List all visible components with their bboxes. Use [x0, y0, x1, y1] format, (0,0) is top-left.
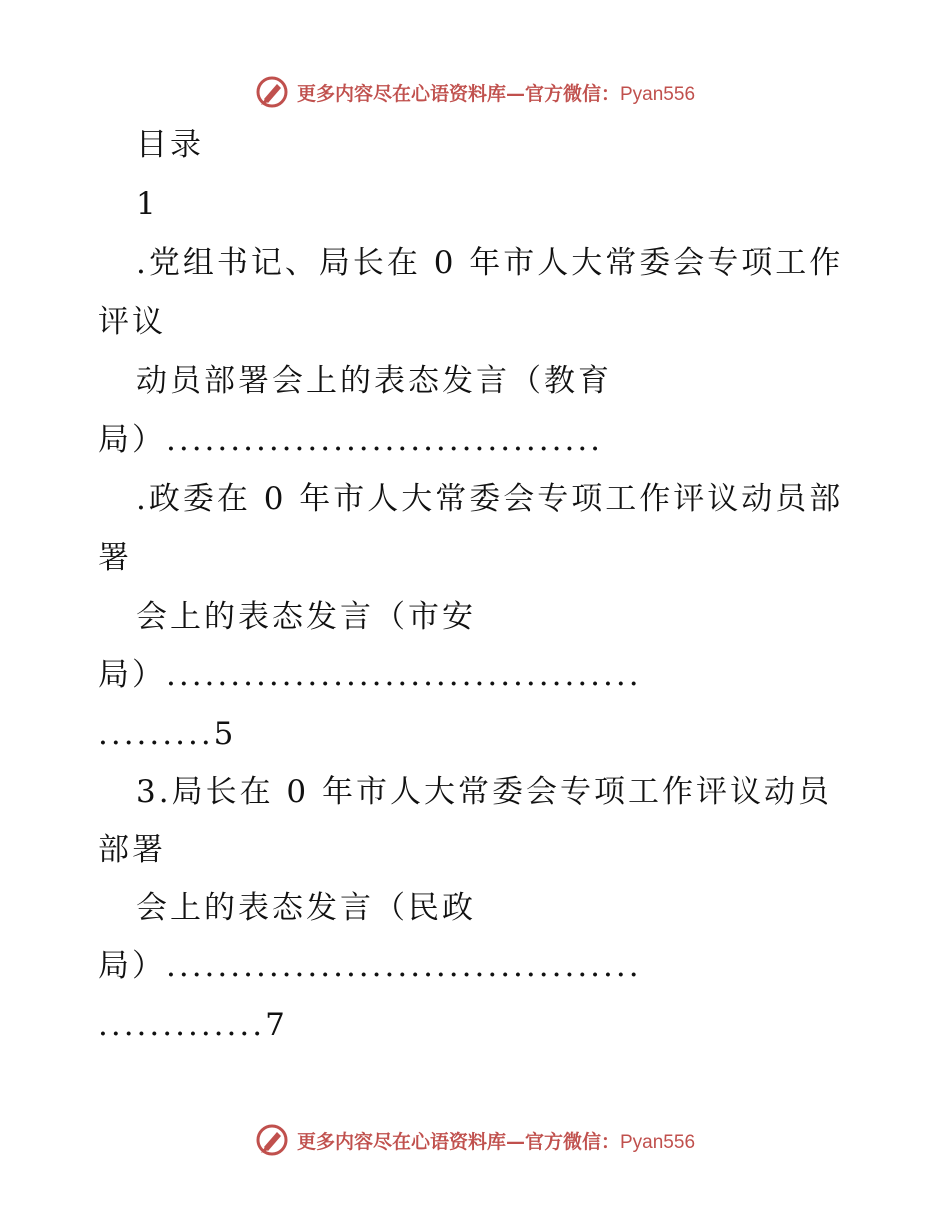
- toc-item-2-line-5: .........5: [98, 716, 237, 752]
- watermark-text: 更多内容尽在心语资料库—官方微信：Pyan556: [296, 1130, 696, 1153]
- watermark-footer: [0, 1118, 950, 1162]
- toc-item-1-line-3: 动员部署会上的表态发言（教育: [136, 363, 612, 399]
- pen-logo-icon: [255, 75, 289, 109]
- toc-item-1-line-1: .党组书记、局长在 0 年市人大常委会专项工作: [136, 245, 844, 281]
- wechat-id: Pyan556: [620, 1131, 696, 1153]
- watermark-text: 更多内容尽在心语资料库—官方微信：Pyan556: [296, 82, 696, 105]
- toc-item-2-line-2: 署: [98, 540, 132, 576]
- toc-item-2-line-3: 会上的表态发言（市安: [136, 599, 476, 635]
- toc-item-2-line-4: 局）.....................................: [98, 657, 642, 693]
- wechat-id: Pyan556: [620, 83, 696, 105]
- toc-item-3-line-4: 局）.....................................: [98, 948, 642, 984]
- toc-item-3-line-1: 3.局长在 0 年市人大常委会专项工作评议动员: [136, 774, 833, 810]
- toc-item-3-line-3: 会上的表态发言（民政: [136, 890, 476, 926]
- toc-item-3-line-5: .............7: [98, 1007, 288, 1043]
- toc-item-3-line-2: 部署: [98, 832, 166, 868]
- toc-title: 目录: [136, 127, 204, 163]
- watermark-header: [0, 70, 950, 114]
- pen-logo-icon: [255, 1123, 289, 1157]
- toc-page-ref: 1: [136, 186, 159, 222]
- toc-item-2-line-1: .政委在 0 年市人大常委会专项工作评议动员部: [136, 481, 844, 517]
- toc-item-1-line-4: 局）..................................: [98, 422, 604, 458]
- toc-item-1-line-2: 评议: [98, 304, 166, 340]
